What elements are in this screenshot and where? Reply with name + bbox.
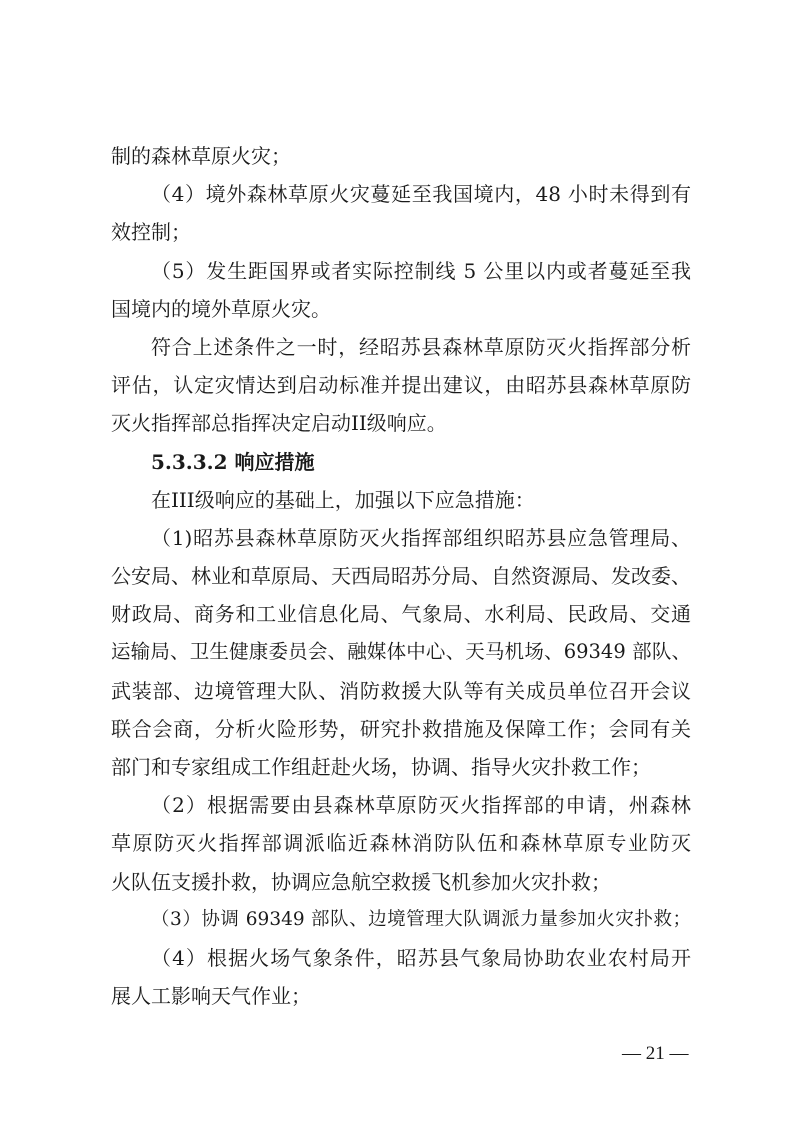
paragraph-line: 效控制； [111, 220, 191, 245]
paragraph-line: 展人工影响天气作业； [111, 984, 311, 1009]
paragraph-line: 火队伍支援扑救，协调应急航空救援飞机参加火灾扑救； [111, 869, 611, 894]
paragraph-line: （1)昭苏县森林草原防灭火指挥部组织昭苏县应急管理局、 [151, 525, 691, 550]
paragraph-line: 联合会商，分析火险形势，研究扑救措施及保障工作；会同有关 [111, 716, 691, 741]
paragraph-line: （5）发生距国界或者实际控制线 5 公里以内或者蔓延至我 [151, 258, 691, 283]
paragraph-line: 评估，认定灾情达到启动标准并提出建议，由昭苏县森林草原防 [111, 373, 691, 398]
section-heading: 5.3.3.2 响应措施 [151, 449, 315, 474]
paragraph-line: （2）根据需要由县森林草原防灭火指挥部的申请，州森林 [151, 793, 691, 818]
paragraph-line: 运输局、卫生健康委员会、融媒体中心、天马机场、69349 部队、 [111, 640, 691, 664]
body-text [111, 146, 691, 1024]
paragraph-line: 部门和专家组成工作组赶赴火场，协调、指导火灾扑救工作； [111, 755, 651, 779]
paragraph-line: （4）根据火场气象条件，昭苏县气象局协助农业农村局开 [151, 945, 691, 970]
paragraph-line: 公安局、林业和草原局、天西局昭苏分局、自然资源局、发改委、 [111, 564, 691, 589]
paragraph-line: 财政局、商务和工业信息化局、气象局、水利局、民政局、交通 [111, 602, 691, 627]
page-number: — 21 — [622, 1043, 689, 1064]
paragraph-line: 符合上述条件之一时，经昭苏县森林草原防灭火指挥部分析 [151, 334, 691, 359]
paragraph-line: 武装部、边境管理大队、消防救援大队等有关成员单位召开会议 [111, 678, 691, 703]
paragraph-line: （3）协调 69349 部队、边境管理大队调派力量参加火灾扑救； [151, 908, 691, 930]
paragraph-line: 在III级响应的基础上，加强以下应急措施： [151, 487, 535, 512]
paragraph-line: 灭火指挥部总指挥决定启动II级响应。 [111, 411, 447, 436]
paragraph-line: 制的森林草原火灾； [111, 144, 291, 168]
paragraph-line: 草原防灭火指挥部调派临近森林消防队伍和森林草原专业防灭 [111, 831, 691, 856]
paragraph-line: （4）境外森林草原火灾蔓延至我国境内，48 小时未得到有 [151, 182, 691, 207]
paragraph-line: 国境内的境外草原火灾。 [111, 296, 331, 321]
